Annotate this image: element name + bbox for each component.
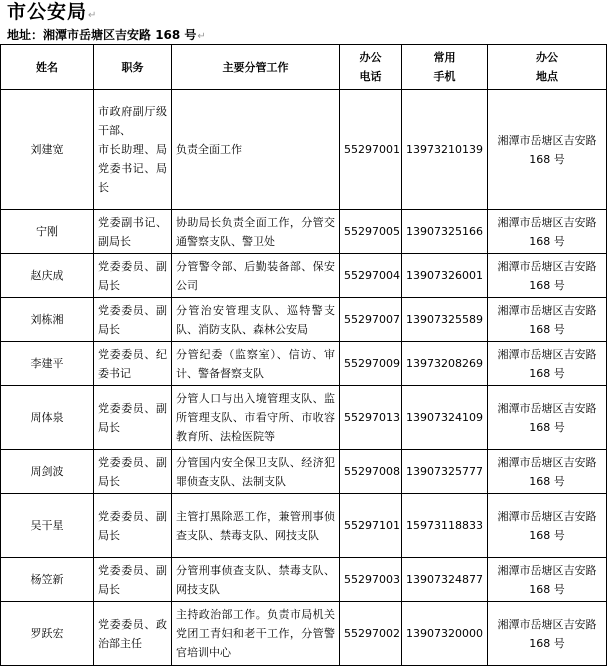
cell-location: 湘潭市岳塘区吉安路 168 号 (488, 450, 607, 494)
cell-office-phone: 55297009 (340, 342, 402, 386)
cell-mobile: 13907320000 (402, 602, 488, 666)
page-title (7, 0, 97, 28)
cell-duties: 分管国内安全保卫支队、经济犯罪侦查支队、法制支队 (172, 450, 340, 494)
cell-office-phone: 55297008 (340, 450, 402, 494)
cell-name: 刘建宽 (1, 90, 94, 210)
cell-mobile: 13907324877 (402, 558, 488, 602)
header-office-phone: 办公 电话 (340, 45, 402, 90)
cell-office-phone: 55297003 (340, 558, 402, 602)
cell-duties: 分管警令部、后勤装备部、保安公司 (172, 254, 340, 298)
page-title-text: 市公安局 (7, 1, 88, 23)
cell-duties: 主管打黑除恶工作，兼管刑事侦查支队、禁毒支队、网技支队 (172, 494, 340, 558)
cell-name: 罗跃宏 (1, 602, 94, 666)
cell-position: 党委副书记、副局长 (94, 210, 172, 254)
cell-position: 党委委员、政治部主任 (94, 602, 172, 666)
cell-mobile: 13973210139 (402, 90, 488, 210)
cell-position: 市政府副厅级干部、 市长助理、局党委书记、局长 (94, 90, 172, 210)
cell-mobile: 13907324109 (402, 386, 488, 450)
cell-mobile: 15973118833 (402, 494, 488, 558)
cell-office-phone: 55297101 (340, 494, 402, 558)
cell-location: 湘潭市岳塘区吉安路 168 号 (488, 298, 607, 342)
cell-mobile: 13907325589 (402, 298, 488, 342)
cell-office-phone: 55297002 (340, 602, 402, 666)
cell-name: 赵庆成 (1, 254, 94, 298)
cell-name: 吴干星 (1, 494, 94, 558)
paragraph-mark-icon: ↵ (88, 10, 98, 21)
table-row (1, 602, 607, 666)
header-position: 职务 (94, 45, 172, 90)
table-row (1, 342, 607, 386)
cell-name: 刘栋湘 (1, 298, 94, 342)
table-row (1, 254, 607, 298)
cell-location: 湘潭市岳塘区吉安路 168 号 (488, 254, 607, 298)
cell-position: 党委委员、纪委书记 (94, 342, 172, 386)
cell-location: 湘潭市岳塘区吉安路 168 号 (488, 386, 607, 450)
cell-position: 党委委员、副局长 (94, 494, 172, 558)
cell-name: 宁刚 (1, 210, 94, 254)
cell-office-phone: 55297013 (340, 386, 402, 450)
address-value: 湘潭市岳塘区吉安路 168 号 (43, 28, 197, 42)
cell-position: 党委委员、副局长 (94, 450, 172, 494)
cell-mobile: 13907325166 (402, 210, 488, 254)
cell-location: 湘潭市岳塘区吉安路 168 号 (488, 90, 607, 210)
cell-name: 杨笠新 (1, 558, 94, 602)
cell-position: 党委委员、副局长 (94, 298, 172, 342)
cell-name: 周体泉 (1, 386, 94, 450)
table-row (1, 450, 607, 494)
table-row (1, 298, 607, 342)
table-row (1, 210, 607, 254)
table-row (1, 386, 607, 450)
cell-location: 湘潭市岳塘区吉安路 168 号 (488, 602, 607, 666)
cell-duties: 分管人口与出入境管理支队、监所管理支队、市看守所、市收容教育所、法检医院等 (172, 386, 340, 450)
cell-duties: 分管刑事侦查支队、禁毒支队、网技支队 (172, 558, 340, 602)
cell-duties: 负责全面工作 (172, 90, 340, 210)
header-location: 办公 地点 (488, 45, 607, 90)
paragraph-mark-icon: ↵ (197, 31, 206, 42)
cell-duties: 主持政治部工作。负责市局机关党团工青妇和老干工作，分管警官培训中心 (172, 602, 340, 666)
cell-position: 党委委员、副局长 (94, 254, 172, 298)
cell-mobile: 13973208269 (402, 342, 488, 386)
table-header-row (1, 45, 607, 90)
table-row (1, 90, 607, 210)
cell-office-phone: 55297005 (340, 210, 402, 254)
cell-mobile: 13907325777 (402, 450, 488, 494)
cell-name: 李建平 (1, 342, 94, 386)
address-label: 地址： (7, 28, 44, 42)
table-row (1, 494, 607, 558)
cell-duties: 协助局长负责全面工作，分管交通警察支队、警卫处 (172, 210, 340, 254)
cell-duties: 分管纪委（监察室）、信访、审计、警备督察支队 (172, 342, 340, 386)
cell-name: 周剑波 (1, 450, 94, 494)
header-mobile: 常用 手机 (402, 45, 488, 90)
cell-position: 党委委员、副局长 (94, 558, 172, 602)
cell-position: 党委委员、副局长 (94, 386, 172, 450)
header-duties: 主要分管工作 (172, 45, 340, 90)
leadership-table (0, 44, 607, 666)
cell-location: 湘潭市岳塘区吉安路 168 号 (488, 342, 607, 386)
cell-location: 湘潭市岳塘区吉安路 168 号 (488, 558, 607, 602)
table-body (1, 90, 607, 666)
header-name: 姓名 (1, 45, 94, 90)
cell-mobile: 13907326001 (402, 254, 488, 298)
cell-location: 湘潭市岳塘区吉安路 168 号 (488, 494, 607, 558)
address-line (7, 27, 206, 45)
cell-location: 湘潭市岳塘区吉安路 168 号 (488, 210, 607, 254)
cell-office-phone: 55297004 (340, 254, 402, 298)
cell-office-phone: 55297001 (340, 90, 402, 210)
cell-office-phone: 55297007 (340, 298, 402, 342)
table-row (1, 558, 607, 602)
cell-duties: 分管治安管理支队、巡特警支队、消防支队、森林公安局 (172, 298, 340, 342)
